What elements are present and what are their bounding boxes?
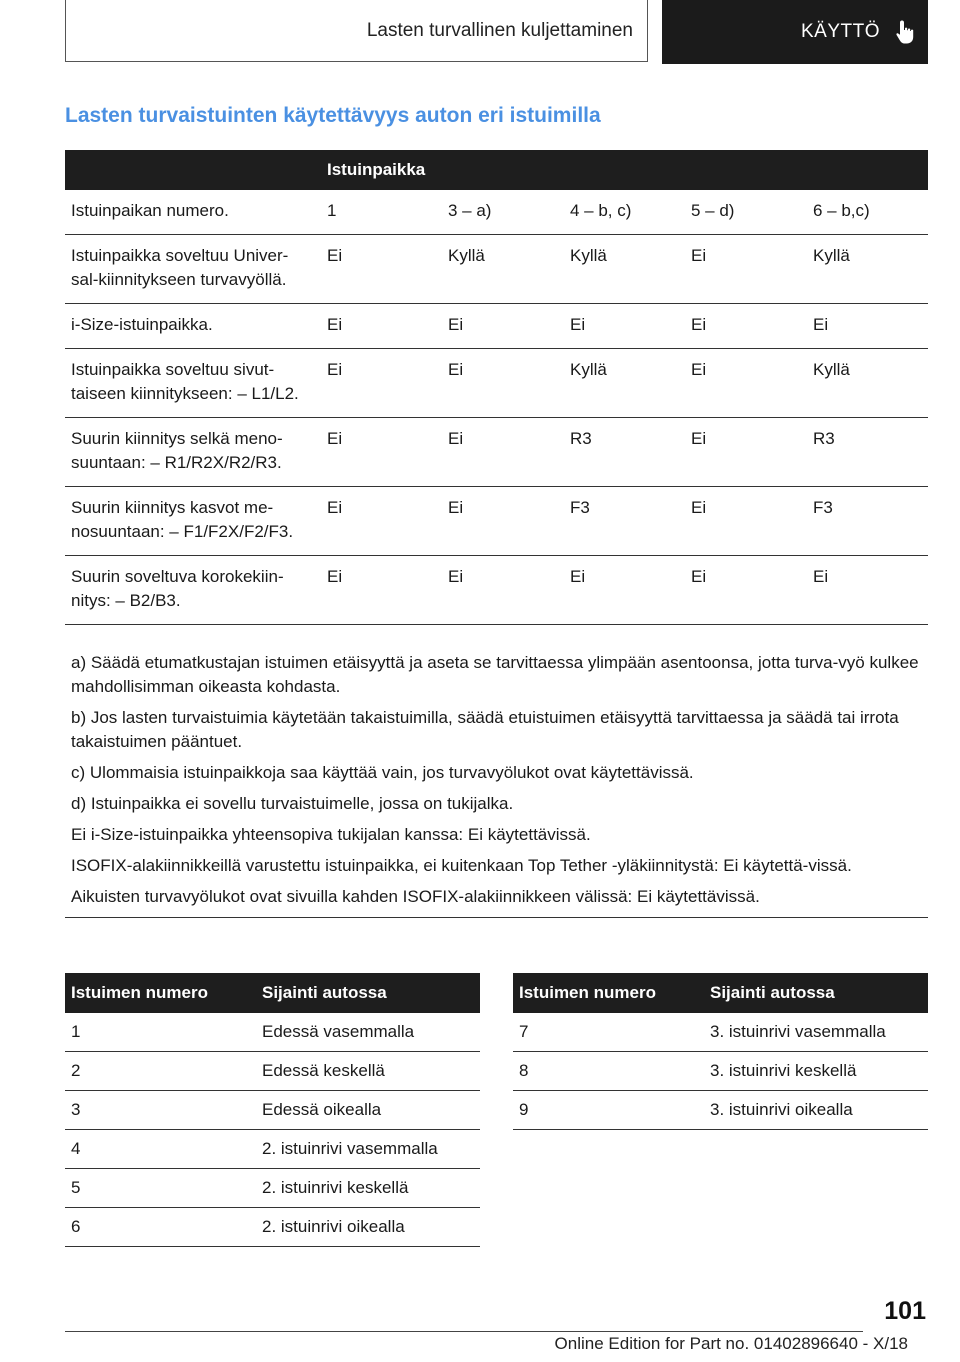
pointing-hand-icon — [894, 19, 918, 45]
table-header-seat-position: Istuinpaikka — [321, 150, 928, 190]
table-row — [65, 304, 928, 349]
table-row — [65, 190, 928, 235]
table-cell: Ei — [442, 349, 564, 418]
table-footnotes — [65, 643, 928, 918]
table-cell: Ei — [685, 235, 807, 304]
table-cell: Ei — [442, 487, 564, 556]
table-cell: Kyllä — [564, 349, 685, 418]
row-label: Istuinpaikka soveltuu Univer-sal-kiinnitykseen turvavyöllä. — [65, 235, 321, 304]
table-cell: R3 — [807, 418, 928, 487]
seat-number: 1 — [65, 1013, 256, 1052]
table-cell: 5 – d) — [685, 190, 807, 235]
column-header-seat-number: Istuimen numero — [65, 973, 256, 1013]
footer-divider — [65, 1331, 863, 1332]
seat-number: 4 — [65, 1130, 256, 1169]
row-label: Istuinpaikka soveltuu sivut-taiseen kiinnitykseen: – L1/L2. — [65, 349, 321, 418]
table-cell: 6 – b,c) — [807, 190, 928, 235]
footnote: c) Ulommaisia istuinpaikkoja saa käyttää vain, jos turvavyölukot ovat käytettävissä. — [71, 763, 694, 782]
table-cell: Kyllä — [807, 235, 928, 304]
table-cell: Ei — [685, 487, 807, 556]
table-cell: Ei — [321, 556, 442, 625]
footnote: Aikuisten turvavyölukot ovat sivuilla kahden ISOFIX-alakiinnikkeen välissä: Ei käytettävissä. — [71, 887, 760, 906]
table-header-row — [65, 973, 480, 1013]
row-label: Istuinpaikan numero. — [65, 190, 321, 235]
table-row — [65, 235, 928, 304]
table-header-row — [65, 150, 928, 190]
seat-location: 2. istuinrivi keskellä — [256, 1169, 480, 1208]
seat-location: 3. istuinrivi oikealla — [704, 1091, 928, 1130]
column-header-seat-number: Istuimen numero — [513, 973, 704, 1013]
column-header-location: Sijainti autossa — [704, 973, 928, 1013]
seat-location: 2. istuinrivi vasemmalla — [256, 1130, 480, 1169]
table-row — [65, 1169, 480, 1208]
seat-location: 2. istuinrivi oikealla — [256, 1208, 480, 1247]
seat-location: 3. istuinrivi vasemmalla — [704, 1013, 928, 1052]
table-row — [513, 1091, 928, 1130]
table-row — [65, 1130, 480, 1169]
section-title-header — [65, 0, 648, 62]
column-header-location: Sijainti autossa — [256, 973, 480, 1013]
table-row — [65, 1208, 480, 1247]
table-cell: Ei — [442, 418, 564, 487]
chapter-title: KÄYTTÖ — [800, 21, 880, 42]
table-cell: F3 — [564, 487, 685, 556]
seat-location: Edessä oikealla — [256, 1091, 480, 1130]
row-label: Suurin kiinnitys kasvot me-nosuuntaan: – F1/F2X/F2/F3. — [65, 487, 321, 556]
table-cell: 4 – b, c) — [564, 190, 685, 235]
table-cell: Ei — [685, 418, 807, 487]
seat-location: 3. istuinrivi keskellä — [704, 1052, 928, 1091]
table-cell: Ei — [564, 556, 685, 625]
seat-location: Edessä keskellä — [256, 1052, 480, 1091]
seat-number: 8 — [513, 1052, 704, 1091]
page-header — [65, 0, 928, 64]
page-number: 101 — [884, 1297, 926, 1325]
table-cell: Ei — [321, 418, 442, 487]
table-cell: Kyllä — [564, 235, 685, 304]
seat-location-table-left — [65, 973, 480, 1247]
table-cell: 1 — [321, 190, 442, 235]
seat-location: Edessä vasemmalla — [256, 1013, 480, 1052]
seat-number: 2 — [65, 1052, 256, 1091]
table-row — [65, 487, 928, 556]
table-row — [65, 556, 928, 625]
seat-number: 9 — [513, 1091, 704, 1130]
table-header-row — [513, 973, 928, 1013]
seat-number: 3 — [65, 1091, 256, 1130]
row-label: Suurin kiinnitys selkä meno-suuntaan: – R1/R2X/R2/R3. — [65, 418, 321, 487]
table-cell: F3 — [807, 487, 928, 556]
table-cell: Ei — [685, 556, 807, 625]
table-row — [65, 1013, 480, 1052]
table-cell: Ei — [807, 556, 928, 625]
footnote: ISOFIX-alakiinnikkeillä varustettu istuinpaikka, ei kuitenkaan Top Tether -yläkiinnitystä: Ei käytettä-vissä. — [71, 856, 852, 875]
footnote: b) Jos lasten turvaistuimia käytetään takaistuimilla, säädä etuistuimen etäisyyttä tarvittaessa ja säädä tai irrota takaistuimen pääntuet. — [71, 708, 899, 751]
seat-number: 6 — [65, 1208, 256, 1247]
chapter-tab — [662, 0, 928, 64]
page-heading: Lasten turvaistuinten käytettävyys auton eri istuimilla — [65, 104, 601, 127]
footnote: a) Säädä etumatkustajan istuimen etäisyyttä ja aseta se tarvittaessa ylimpään asentoonsa, jotta turva-vyö kulkee mahdollisimman oikeasta kohdasta. — [71, 653, 919, 696]
row-label: i-Size-istuinpaikka. — [65, 304, 321, 349]
section-title-text: Lasten turvallinen kuljettaminen — [366, 19, 633, 41]
footnote: d) Istuinpaikka ei sovellu turvaistuimelle, jossa on tukijalka. — [71, 794, 514, 813]
table-cell: Ei — [321, 304, 442, 349]
seat-number: 5 — [65, 1169, 256, 1208]
table-row — [65, 349, 928, 418]
row-label: Suurin soveltuva korokekiin-nitys: – B2/B3. — [65, 556, 321, 625]
table-row — [513, 1052, 928, 1091]
table-cell: Ei — [685, 349, 807, 418]
footer-edition: Online Edition for Part no. 01402896640 - X/18 — [554, 1334, 908, 1353]
table-cell: Ei — [321, 487, 442, 556]
table-cell: Ei — [807, 304, 928, 349]
table-cell: R3 — [564, 418, 685, 487]
table-cell: Ei — [564, 304, 685, 349]
table-cell: Kyllä — [442, 235, 564, 304]
table-cell: Ei — [442, 556, 564, 625]
table-row — [513, 1013, 928, 1052]
seat-compatibility-table — [65, 150, 928, 625]
table-cell: Ei — [321, 235, 442, 304]
table-header-empty — [65, 150, 321, 190]
table-row — [65, 1091, 480, 1130]
table-cell: Ei — [321, 349, 442, 418]
table-cell: Ei — [442, 304, 564, 349]
table-cell: 3 – a) — [442, 190, 564, 235]
footnote: Ei i-Size-istuinpaikka yhteensopiva tukijalan kanssa: Ei käytettävissä. — [71, 825, 591, 844]
table-cell: Ei — [685, 304, 807, 349]
seat-location-table-right — [513, 973, 928, 1130]
table-row — [65, 1052, 480, 1091]
table-cell: Kyllä — [807, 349, 928, 418]
seat-number: 7 — [513, 1013, 704, 1052]
table-row — [65, 418, 928, 487]
